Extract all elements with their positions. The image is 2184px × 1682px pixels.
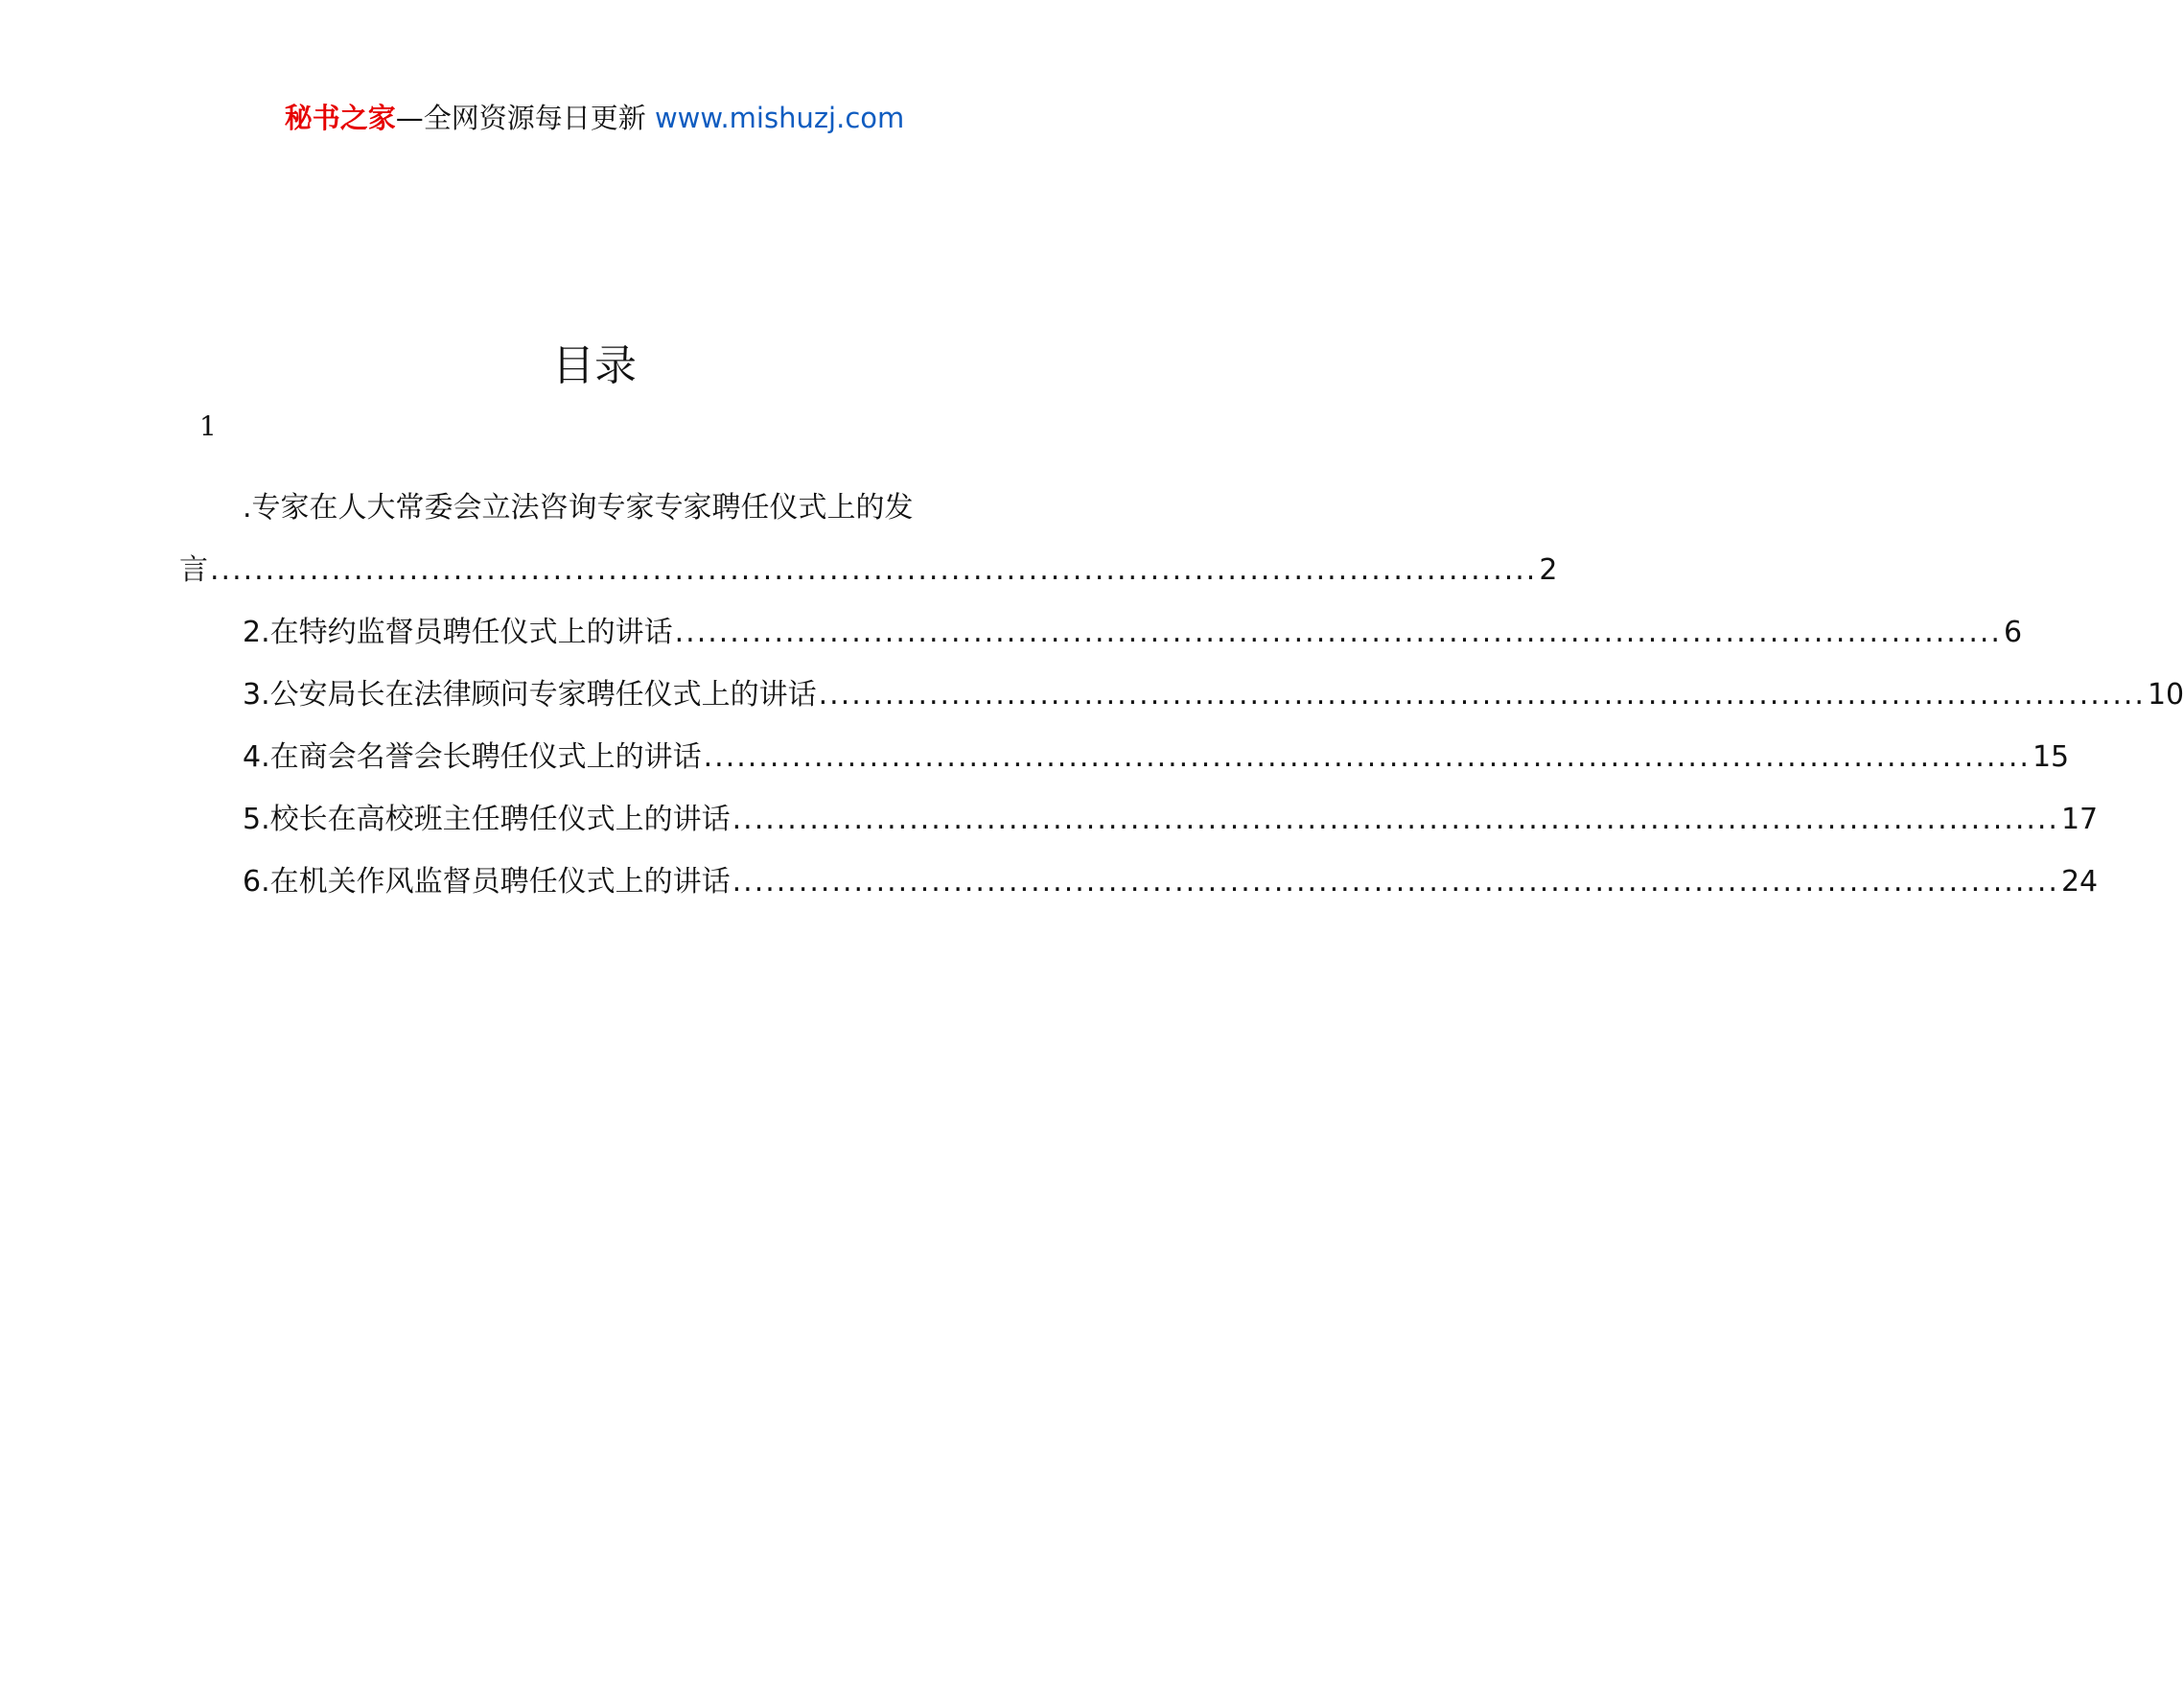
- toc-item-3[interactable]: [179, 657, 2184, 719]
- header-tagline: —全网资源每日更新: [395, 102, 646, 134]
- toc-item-1-line1[interactable]: [179, 470, 1006, 532]
- toc-leader-dots: ........................................................................................................................: [818, 678, 2146, 712]
- toc-page-number: 24: [2060, 865, 2099, 899]
- toc-page-number: 10: [2147, 678, 2184, 712]
- toc-number-marker: 1: [199, 410, 217, 442]
- toc-leader-dots: ........................................................................................................................: [210, 553, 1538, 587]
- toc-item-label: 3.公安局长在法律顾问专家聘任仪式上的讲话: [243, 678, 817, 712]
- brand-name: 秘书之家: [284, 102, 396, 134]
- site-url-link[interactable]: www.mishuzj.com: [654, 102, 905, 134]
- toc-item-label: .专家在人大常委会立法咨询专家专家聘任仪式上的发: [243, 491, 914, 525]
- site-header: [0, 99, 1189, 137]
- toc-leader-dots: ........................................................................................................................: [732, 865, 2059, 899]
- toc-leader-dots: ........................................................................................................................: [732, 803, 2059, 836]
- toc-item-5[interactable]: [179, 782, 2099, 844]
- toc-item-2[interactable]: [179, 595, 2023, 657]
- toc-item-1-line2[interactable]: [179, 532, 1558, 595]
- toc-item-label: 5.校长在高校班主任聘任仪式上的讲话: [243, 803, 731, 836]
- toc-item-4[interactable]: [179, 719, 2070, 782]
- table-of-contents: [179, 470, 2184, 906]
- toc-leader-dots: ........................................................................................................................: [703, 740, 2031, 774]
- toc-item-label: 2.在特约监督员聘任仪式上的讲话: [243, 616, 673, 649]
- toc-item-label: 6.在机关作风监督员聘任仪式上的讲话: [243, 865, 731, 899]
- toc-leader-dots: ........................................................................................................................: [674, 616, 2002, 649]
- toc-page-number: 2: [1539, 553, 1558, 587]
- toc-item-label: 4.在商会名誉会长聘任仪式上的讲话: [243, 740, 702, 774]
- toc-item-6[interactable]: [179, 844, 2099, 906]
- toc-item-label: 言: [179, 553, 208, 587]
- toc-page-number: 6: [2003, 616, 2023, 649]
- toc-page-number: 15: [2032, 740, 2070, 774]
- toc-page-number: 17: [2060, 803, 2099, 836]
- page-title: 目录: [552, 341, 637, 390]
